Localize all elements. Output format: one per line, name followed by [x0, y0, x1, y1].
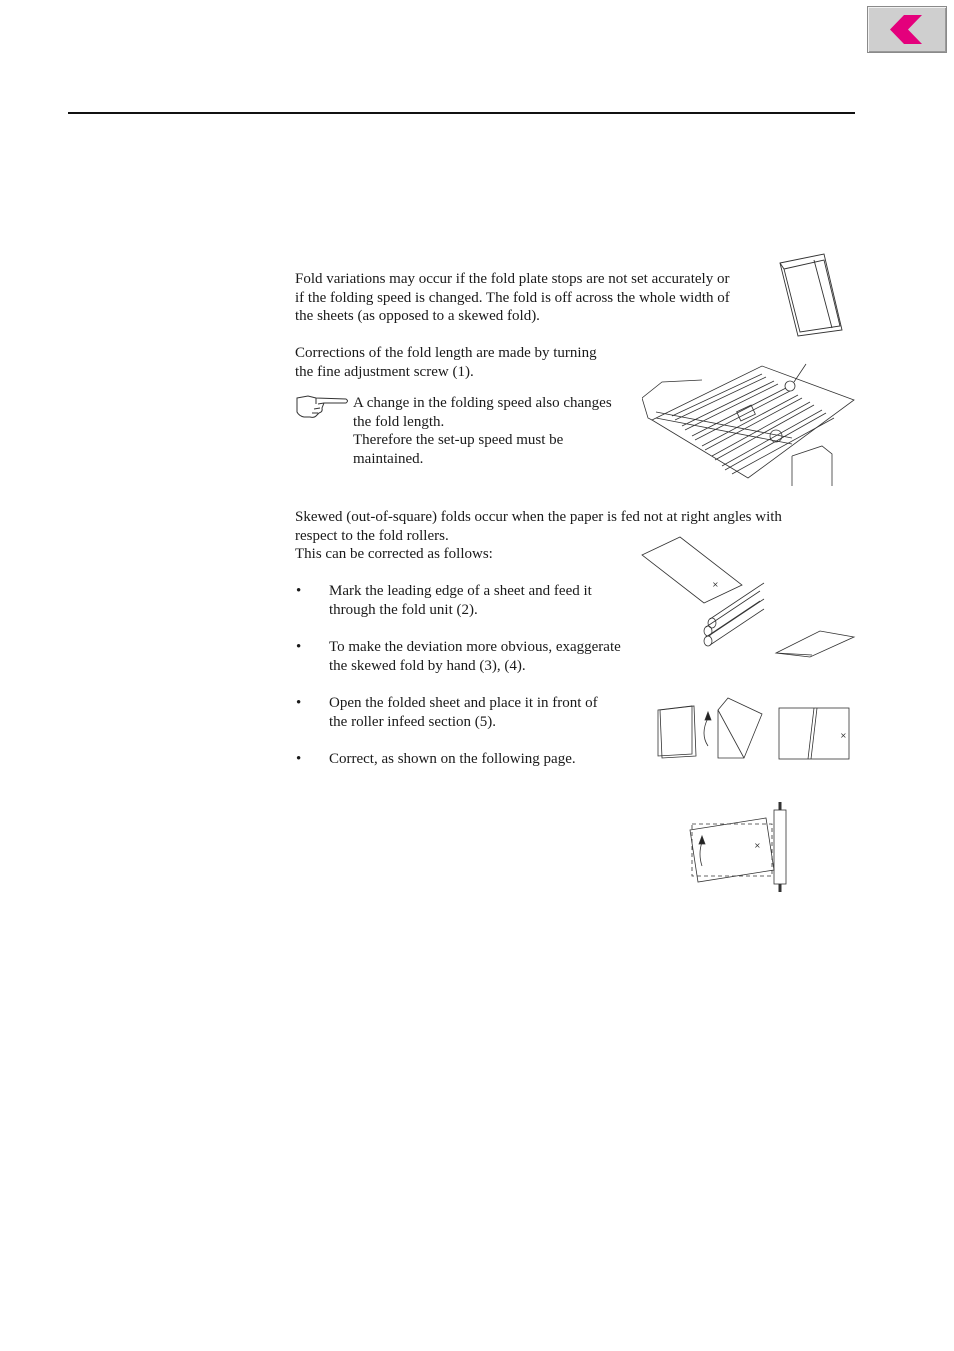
correction-figure: [688, 800, 802, 894]
roller-feed-figure: [640, 535, 858, 661]
back-button[interactable]: [867, 6, 947, 53]
fold-plate-figure: [642, 360, 856, 486]
bullet-symbol: •: [296, 695, 302, 711]
fold-variation-paragraph: Fold variations may occur if the fold plate stops are not set accurately or if the folding speed is changed. The fold is off across the whole width of the sheets (as opposed to a skewed fold).: [295, 271, 730, 324]
list-item: Open the folded sheet and place it in front of the roller infeed section (5).: [329, 695, 598, 730]
fold-variation-figure: [772, 250, 852, 340]
speed-note: A change in the folding speed also changes the fold length. Therefore the set-up speed must be maintained.: [353, 395, 612, 467]
list-item: Mark the leading edge of a sheet and feed it through the fold unit (2).: [329, 583, 592, 618]
svg-text:×: ×: [754, 841, 761, 850]
list-item: Correct, as shown on the following page.: [329, 751, 576, 767]
bullet-symbol: •: [296, 639, 302, 655]
chevron-left-icon: [868, 7, 946, 52]
header-rule: [68, 112, 855, 114]
bullet-symbol: •: [296, 583, 302, 599]
svg-text:×: ×: [840, 731, 847, 740]
open-sheet-figure: [656, 696, 854, 762]
fold-correction-paragraph: Corrections of the fold length are made by turning the fine adjustment screw (1).: [295, 345, 597, 380]
bullet-symbol: •: [296, 751, 302, 767]
skewed-folds-intro: Skewed (out-of-square) folds occur when the paper is fed not at right angles with respect to the fold rollers. This can be corrected as follows:: [295, 509, 782, 562]
svg-text:×: ×: [712, 580, 719, 589]
pointing-hand-icon: [294, 392, 350, 422]
list-item: To make the deviation more obvious, exaggerate the skewed fold by hand (3), (4).: [329, 639, 621, 674]
